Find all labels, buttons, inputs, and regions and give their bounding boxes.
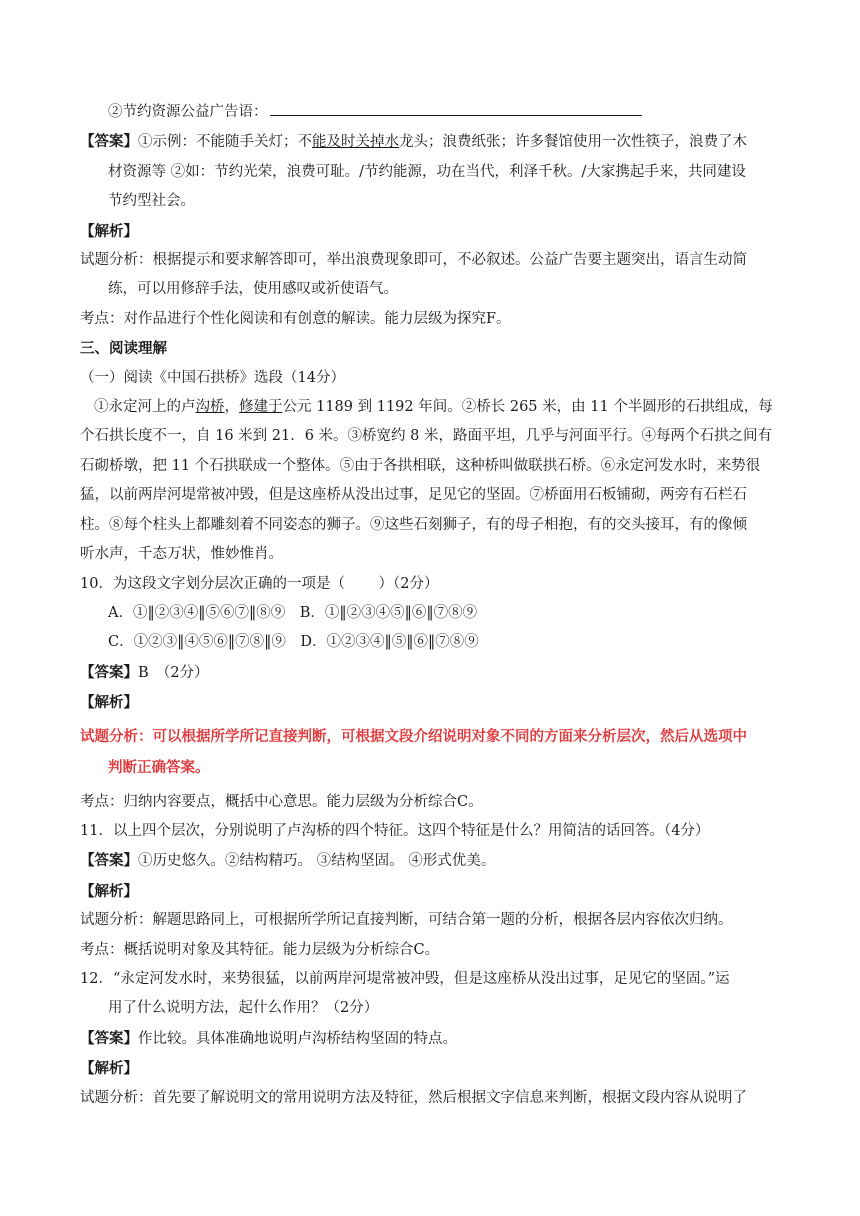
q11-question: 11．以上四个层次，分别说明了卢沟桥的四个特征。这四个特征是什么？用简洁的话回答。（4分） <box>80 822 710 839</box>
q10-analysis-highlight <box>80 722 784 784</box>
q10-analysis-line-1: 试题分析：可以根据所学所记直接判断，可根据文段介绍说明对象不同的方面来分析层次，然后从选项中 <box>80 728 747 745</box>
q9-answer-line-2: 材资源等 ②如：节约光荣，浪费可耻。/节约能源，功在当代，利泽千秋。/大家携起手来，共同建设 <box>108 163 746 180</box>
q12-question-line-2: 用了什么说明方法，起什么作用？（2分） <box>108 1000 379 1017</box>
analysis-tag: 【解析】 <box>80 222 138 240</box>
passage-text: ， <box>224 399 239 416</box>
answer-tag: 【答案】 <box>80 1029 138 1047</box>
document-page <box>80 98 784 1113</box>
passage-underlined: 沟桥 <box>195 399 225 416</box>
q10-answer: B （2分） <box>138 664 209 681</box>
answer-tag: 【答案】 <box>80 133 138 151</box>
analysis-tag: 【解析】 <box>80 882 138 900</box>
q10-options-2: C．①②③‖④⑤⑥‖⑦⑧‖⑨ D．①②③④‖⑤‖⑥‖⑦⑧⑨ <box>108 634 479 651</box>
q9-answer-line-3: 节约型社会。 <box>108 193 195 210</box>
passage-text: 公元 1189 到 1192 年间。②桥长 265 米，由 11 个半圆形的石拱组成，每 <box>282 399 773 416</box>
answer-blank <box>270 101 642 116</box>
analysis-tag: 【解析】 <box>80 694 138 712</box>
passage-line-2: 个石拱长度不一，自 16 米到 21．6 米。③桥宽约 8 米，路面平坦，几乎与河面平行。④每两个石拱之间有 <box>80 428 773 445</box>
q12-analysis: 试题分析：首先要了解说明文的常用说明方法及特征，然后根据文字信息来判断，根据文段内容从说明了 <box>80 1089 747 1106</box>
analysis-tag: 【解析】 <box>80 1060 138 1078</box>
q9-prompt-line <box>80 98 784 127</box>
q9-analysis-line-2: 练，可以用修辞手法，使用感叹或祈使语气。 <box>108 281 398 298</box>
q9-prompt: ②节约资源公益广告语： <box>108 104 268 120</box>
q9-point: 考点：对作品进行个性化阅读和有创意的解读。能力层级为探究F。 <box>80 310 511 327</box>
passage-line-6: 听水声，千态万状，惟妙惟肖。 <box>80 546 283 563</box>
q9-analysis-line-1: 试题分析：根据提示和要求解答即可，举出浪费现象即可，不必叙述。公益广告要主题突出，语言生动简 <box>80 252 747 269</box>
section-title: 三、阅读理解 <box>80 340 167 358</box>
q9-answer-text: 龙头；浪费纸张；许多餐馆使用一次性筷子，浪费了木 <box>399 134 747 151</box>
q10-analysis-line-2: 判断正确答案。 <box>108 759 210 776</box>
answer-tag: 【答案】 <box>80 852 138 870</box>
passage-line-4: 猛，以前两岸河堤常被冲毁，但是这座桥从没出过事，足见它的坚固。⑦桥面用石板铺砌，两旁有石栏石 <box>80 487 747 504</box>
q9-answer-underlined: 能及时关掉水 <box>312 134 399 151</box>
q12-question-line-1: 12．“永定河发水时，来势很猛，以前两岸河堤常被冲毁，但是这座桥从没出过事，足见它的坚固。”运 <box>80 970 730 987</box>
q10-question: 10．为这段文字划分层次正确的一项是（ ）（2分） <box>80 575 439 592</box>
passage-line-1 <box>80 393 784 422</box>
q10-answer-line <box>80 658 784 688</box>
passage-underlined: 修建于 <box>239 399 283 416</box>
q11-answer-line <box>80 846 784 876</box>
q9-answer-text: ①示例：不能随手关灯；不 <box>138 134 312 151</box>
q10-options-1: A．①‖②③④‖⑤⑥⑦‖⑧⑨ B．①‖②③④⑤‖⑥‖⑦⑧⑨ <box>108 604 478 621</box>
passage-line-3: 石砌桥墩，把 11 个石拱联成一个整体。⑤由于各拱相联，这种桥叫做联拱石桥。⑥永定河发水时，来势很 <box>80 457 761 474</box>
q9-answer-line-1 <box>80 127 784 157</box>
q11-point: 考点：概括说明对象及其特征。能力层级为分析综合C。 <box>80 941 440 958</box>
section-subtitle: （一）阅读《中国石拱桥》选段（14分） <box>80 369 345 386</box>
answer-tag: 【答案】 <box>80 663 138 681</box>
q11-analysis: 试题分析：解题思路同上，可根据所学所记直接判断，可结合第一题的分析，根据各层内容依次归纳。 <box>80 912 733 929</box>
q12-answer: 作比较。具体准确地说明卢沟桥结构坚固的特点。 <box>138 1030 457 1047</box>
q11-answer: ①历史悠久。②结构精巧。 ③结构坚固。 ④形式优美。 <box>138 853 496 870</box>
passage-line-5: 柱。⑧每个柱头上都雕刻着不同姿态的狮子。⑨这些石刻狮子，有的母子相抱，有的交头接耳，有的像倾 <box>80 516 747 533</box>
passage-text: ①永定河上的卢 <box>94 399 196 416</box>
q10-point: 考点：归纳内容要点，概括中心意思。能力层级为分析综合C。 <box>80 793 483 810</box>
q12-answer-line <box>80 1024 784 1054</box>
